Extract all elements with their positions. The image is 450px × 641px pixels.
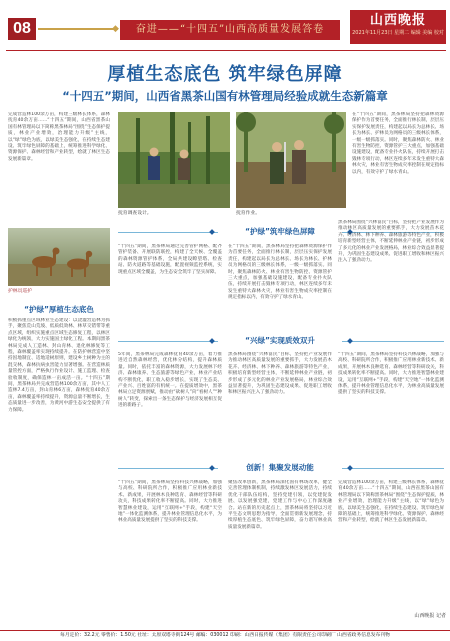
header-ornament-line [38, 28, 118, 30]
forest-illustration [118, 112, 230, 208]
page-footer: 每月定价：32.2元 零售价：1.50元 社址：太原双塔寺街124号 邮编：030012 印刷：山西日报传媒（集团）有限责任公司印刷厂 山西省政务信息发布刊物 [0, 630, 450, 641]
section2-body-middle: 在“十四五”期间，黑茶林局坚持把森林资源保护作为首要任务，全面推行林长制，层层压实保护发展责任，构建起以局长为总林长、场长为林长、护林员为网格员的三级林长体系，一级一级抓落实。同时，聚焦森林防火、林业有害生物防控、资源管护三大重点，加强基础设施建设，配备专业扑火队伍，持续开展打击毁林专项行动，林区连续多年未发生重特大森林火灾，林业有害生物成灾率控制在规定指标以内，有效守护了绿水青山。 [228, 244, 332, 301]
deer-photo-caption: 护林员巡护 [8, 289, 32, 294]
header-rule [6, 50, 446, 51]
section2-title: “护绿”筑牢绿色屏障 [218, 226, 342, 237]
deer-photo [8, 228, 110, 286]
section4-body-middle: 聚焦改革创新，黑茶林局深化国有林场改革，健全完善管理体制机制，持续激发林区发展活力，持续优化干部队伍结构，坚持党建引领，以党建促发展、以发展强党建，党建工作与中心工作深度融合。站在新的历史起点上，黑茶林局将坚持以习近平生态文明思想为指导，全面贯彻新发展理念，持续厚植生态底色、筑牢绿色屏障，奋力谱写林业高质量发展新篇章。 [228, 480, 332, 530]
rangers-illustration [236, 112, 346, 208]
section2-left-diamond-icon [209, 229, 215, 235]
section3-right-diamond-icon [347, 338, 353, 344]
section4-title: 创新！集聚发展动能 [218, 462, 342, 473]
section3-title: “兴绿”实现质效双升 [218, 335, 342, 346]
forest-tending-photo [236, 112, 346, 208]
section2-body-right: 黑茶林局围绕“兴林富民”目标，坚持把产业发展作为推动林区高质量发展的重要抓手，大力发展苗木花卉、经济林、林下种养、森林旅游等特色产业，积极培育新型经营主体，不断延伸林业产业链，初步形成了多元化的林业产业发展格局，林业综合效益显著提升，为巩固生态建设成果、促进职工增收和林区振兴注入了强劲动力。 [338, 220, 444, 264]
section1-body: 积极抓重点区域林业生态建设：以浇灌营造林为抓手，聚焦荒山荒坡、低质低效林、林草交错带等重点区域，组织实施重点区域生态修复工程，以林区绿化为统领，大力实施国土绿化工程。本期间黑茶林局完成人工造林、封山育林、退化林修复等工程，森林覆盖率实现持续提升。在防护林营造中坚持因地制宜、适地适树原则，建设乡土树种为主的混交林，森林抗病虫害能力显著增强。在营造林质量管控方面，严格执行作业设计、施工监理、检查验收制度，确保造林一亩成活一亩。“十四五”期间，黑茶林局共完成营造林100余万亩，其中人工造林7.4万亩，封山育林6万亩，森林抚育40余万亩，森林覆盖率持续提升，资源总量不断增长，生态质量进一步改善，为黄河中游生态安全提供了有力保障。 [8, 318, 110, 413]
forest-survey-photo [118, 112, 230, 208]
section4-body-left: “十四五”期间，黑茶林局坚持科技兴林战略，加强与高校、科研院所合作，积极推广应用林业新技术、新成果，开展林木良种选育、森林经营等科研攻关，科技成果转化率不断提高。同时，大力推进智慧林业建设，运用“互联网+”手段，构建“天空地”一体化监测体系，提升林业管理信息化水平，为林业高质量发展提供了坚实的科技支撑。 [118, 480, 222, 524]
series-banner: 奋进——“十四五”山西高质量发展答卷 [120, 20, 340, 40]
section3-left-diamond-icon [209, 338, 215, 344]
banner-ornament-icon: ◆ [112, 24, 119, 34]
section3-body-left: 5年间，黑茶林局完成森林抚育40余万亩，着力推进近自然森林经营，优化林分结构，提升森林质量。同时，依托丰富的森林资源，大力发展林下经济、森林康养、生态旅游等绿色产业，林业产业结构不断优化，职工收入稳步增长，实现了生态美、产业兴、百姓富的有机统一。在提质增效中，黑茶林局立足资源禀赋，推动由“砍树人”向“看树人”“种树人”转变，探索出一条生态保护与经济发展相互促进的新路子。 [118, 352, 222, 409]
section3-body-middle: 黑茶林局围绕“兴林富民”目标，坚持把产业发展作为推动林区高质量发展的重要抓手，大力发展苗木花卉、经济林、林下种养、森林旅游等特色产业，积极培育新型经营主体，不断延伸林业产业链，初步形成了多元化的林业产业发展格局，林业综合效益显著提升，为巩固生态建设成果、促进职工增收和林区振兴注入了强劲动力。 [228, 352, 332, 396]
sub-headline: “十四五”期间，山西省黑茶山国有林管理局经验成就生态新篇章 [62, 89, 388, 103]
right-top-text: 在“十四五”期间，黑茶林局坚持把森林资源保护作为首要任务，全面推行林长制，层层压实保护发展责任，构建起以局长为总林长、场长为林长、护林员为网格员的三级林长体系，一级一级抓落实。同时，聚焦森林防火、林业有害生物防控、资源管护三大重点，加强基础设施建设，配备专业扑火队伍，持续开展打击毁林专项行动，林区连续多年未发生重特大森林火灾，林业有害生物成灾率控制在规定指标以内，有效守护了绿水青山。 [352, 112, 444, 175]
newspaper-logo: 山西晚报 [369, 13, 426, 28]
issue-info: 2021年11月23日 星期二 编辑 美编 校对 [352, 30, 444, 36]
page-number: 08 [8, 18, 36, 40]
section3-body-right: “十四五”期间，黑茶林局坚持科技兴林战略，加强与高校、科研院所合作，积极推广应用林业新技术、新成果，开展林木良种选育、森林经营等科研攻关，科技成果转化率不断提高。同时，大力推进智慧林业建设，运用“互联网+”手段，构建“天空地”一体化监测体系，提升林业管理信息化水平，为林业高质量发展提供了坚实的科技支撑。 [338, 352, 444, 396]
section1-title: “护绿”厚植生态底色 [8, 304, 110, 315]
section4-right-diamond-icon [347, 465, 353, 471]
section4-left-diamond-icon [209, 465, 215, 471]
lead-paragraph: 完成营造林100余万亩，构建三级林长体系，森林抚育40余万亩……“十四五”期间，山西省黑茶山国有林管理局以下简称黑茶林局“围绕”生态保护提质，林业产业增效，治理能力升级”主线，以“绿”绿色为底，以绿美生态强化，在持续生态建设、筑牢绿色屏障的基础上，统筹推进科学绿化、资源保护、森林经营和产业转型，绘就了林区生态发展新篇章。 [8, 112, 110, 162]
reporter-credit: 山西晚报 记者 [414, 613, 446, 619]
forest-tending-caption: 抚育作业。 [236, 211, 260, 216]
forest-survey-caption: 抚育调查设计。 [118, 211, 152, 216]
deer-illustration [8, 228, 110, 286]
main-headline: 厚植生态底色 筑牢绿色屏障 [107, 64, 343, 85]
section4-body-right: 完成营造林100余万亩，构建三级林长体系，森林抚育40余万亩……“十四五”期间，山西省黑茶山国有林管理局以下简称黑茶林局“围绕”生态保护提质，林业产业增效，治理能力升级”主线，以“绿”绿色为底，以绿美生态强化，在持续生态建设、筑牢绿色屏障的基础上，统筹推进科学绿化、资源保护、森林经营和产业转型，绘就了林区生态发展新篇章。 [338, 480, 444, 524]
section2-body-left: “十四五”期间，黑茶林局通过完善管护网格、配齐管护装备、开展联防联控，构建了全天候、全覆盖的森林资源管护体系，全局共建设瞭望塔、检查站、防火道路等基础设施，配置视频监控系统，实现重点区域全覆盖，为生态安全筑牢了坚实屏障。 [118, 244, 222, 275]
